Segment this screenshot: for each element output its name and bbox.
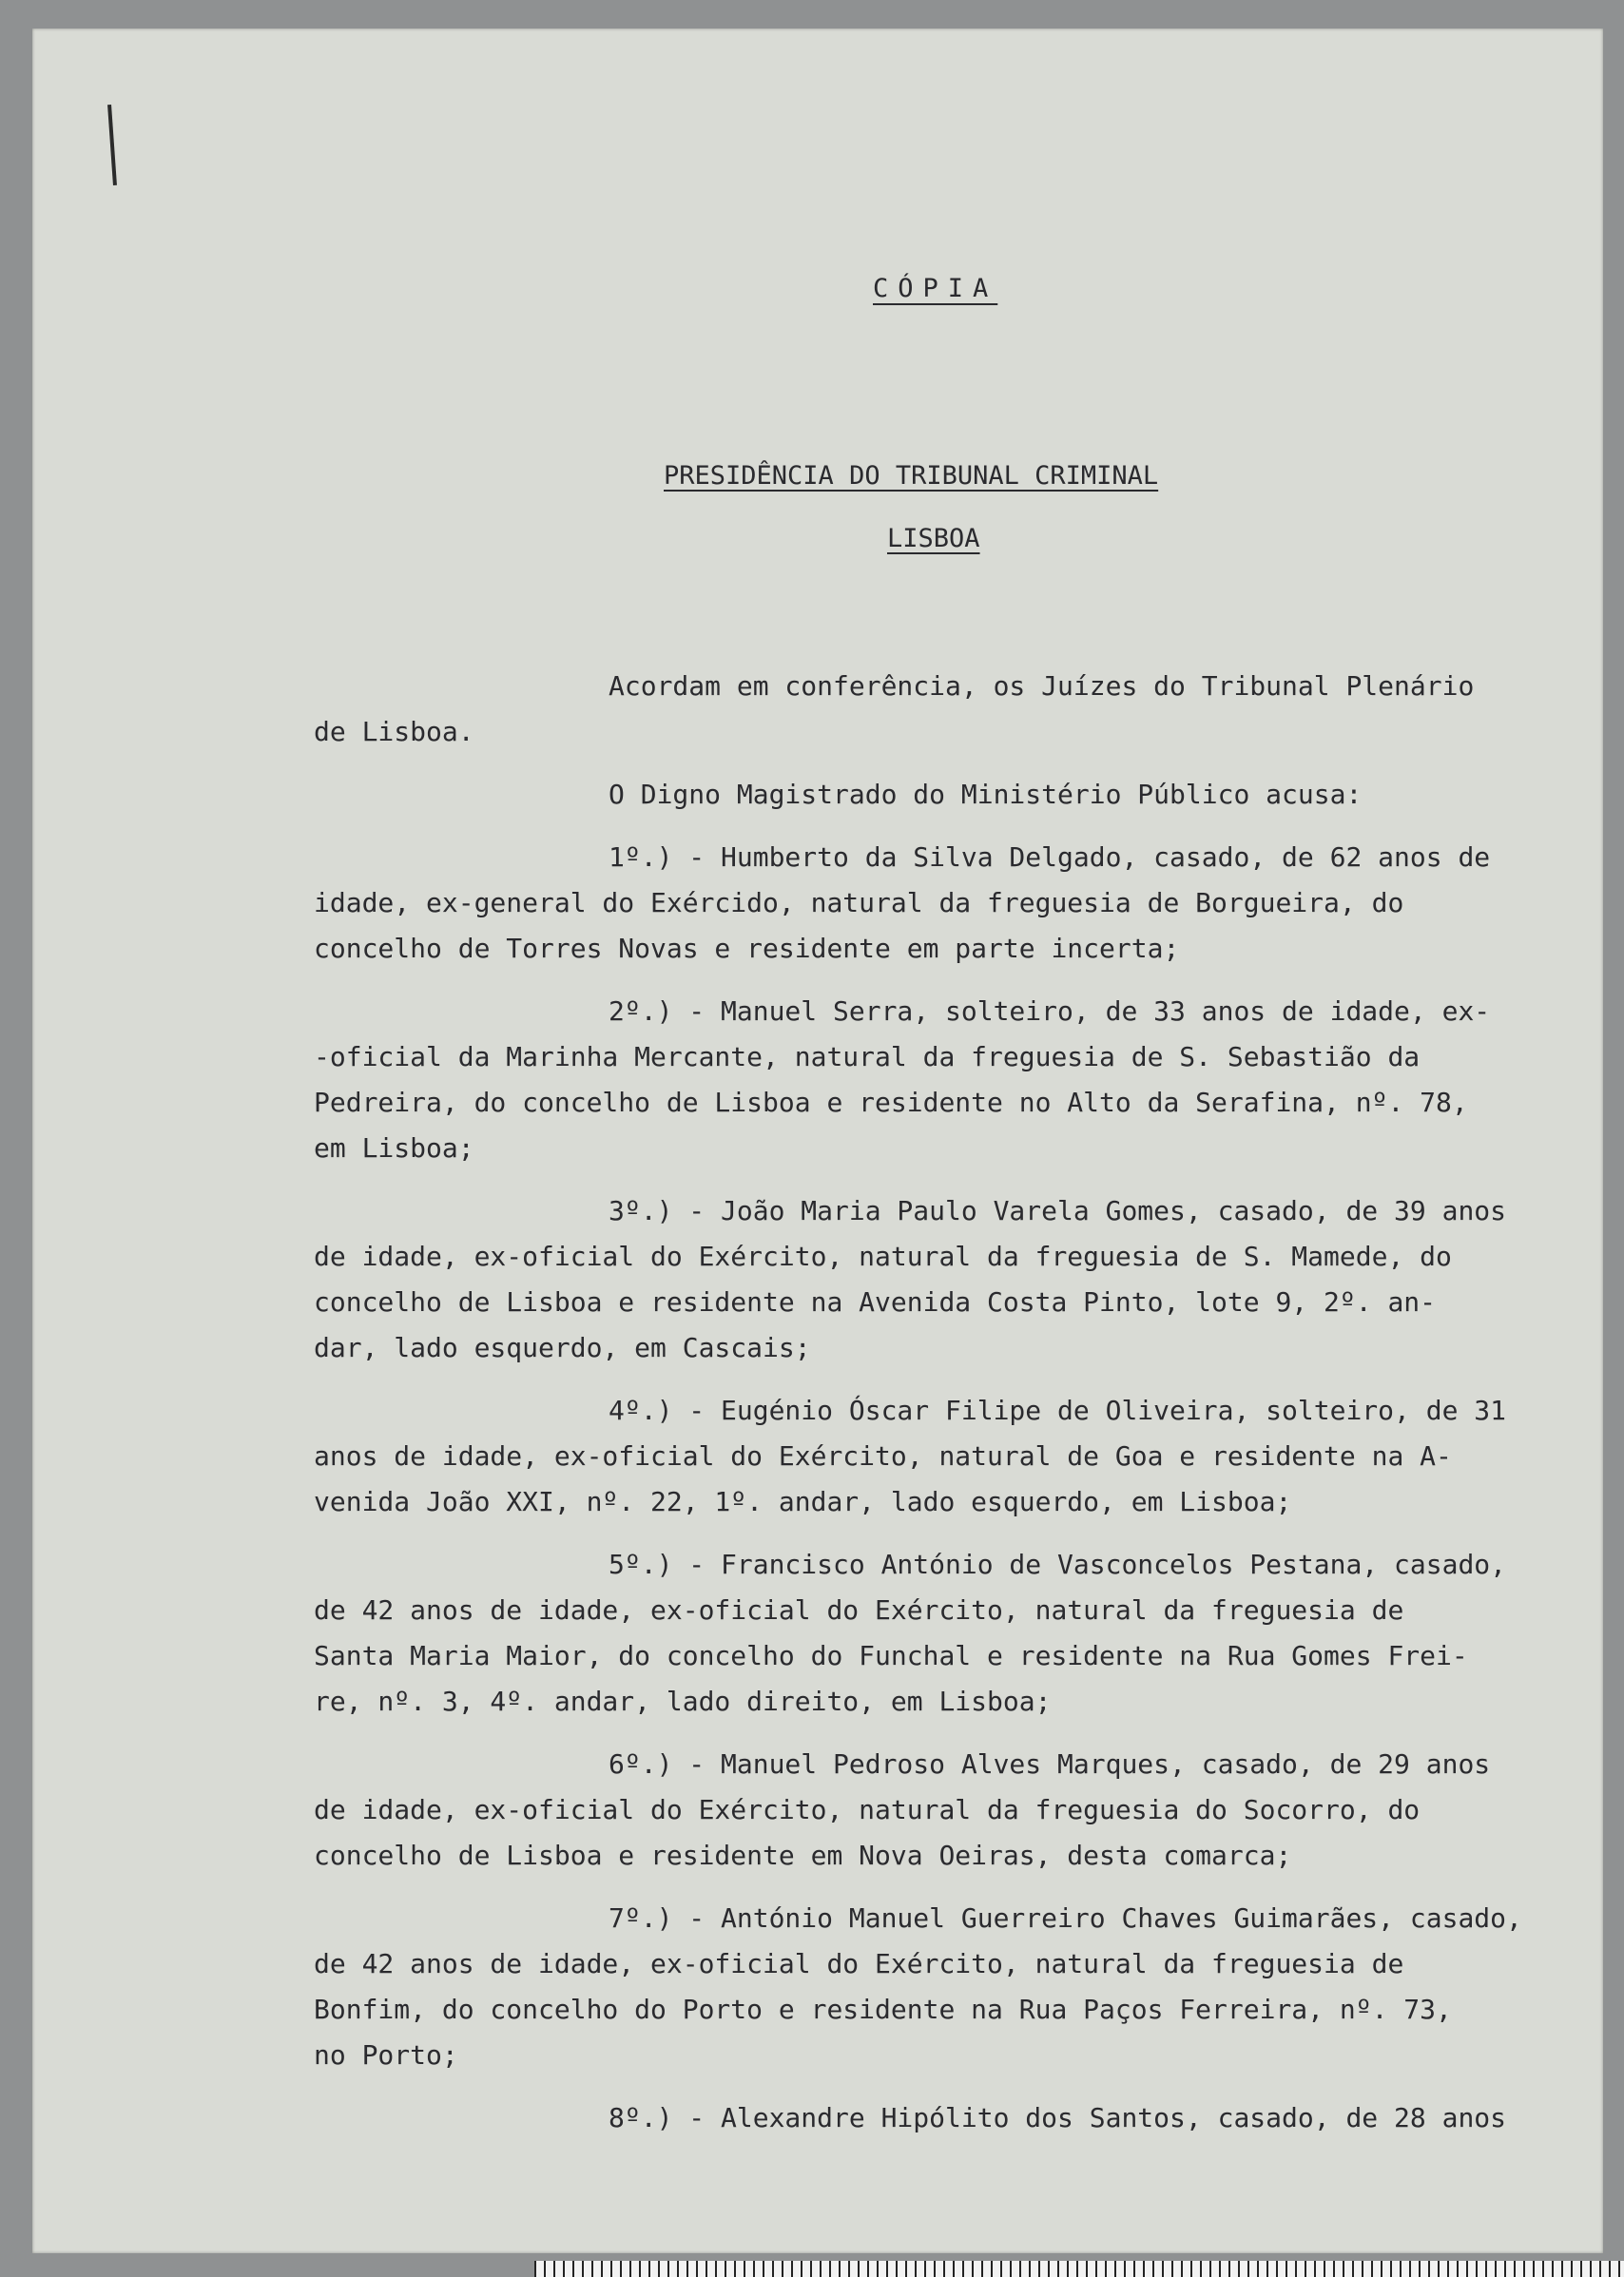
entry-line: 7º.) - António Manuel Guerreiro Chaves Guimarães, casado, (609, 1902, 1522, 1934)
entry-line: anos de idade, ex-oficial do Exército, natural de Goa e residente na A- (314, 1440, 1452, 1472)
defendant-entry (314, 2095, 1569, 2141)
entry-line: Pedreira, do concelho de Lisboa e residente no Alto da Serafina, nº. 78, (314, 1087, 1468, 1118)
court-heading: PRESIDÊNCIA DO TRIBUNAL CRIMINAL (664, 461, 1159, 491)
defendant-entry (314, 1542, 1569, 1725)
entry-line: 4º.) - Eugénio Óscar Filipe de Oliveira, solteiro, de 31 (609, 1395, 1507, 1426)
entry-line: dar, lado esquerdo, em Cascais; (314, 1332, 811, 1363)
entry-line: Santa Maria Maior, do concelho do Funchal e residente na Rua Gomes Frei- (314, 1640, 1468, 1671)
defendant-entry (314, 1188, 1569, 1371)
ink-mark (107, 105, 117, 185)
opening-line: de Lisboa. (314, 716, 474, 747)
entry-line: idade, ex-general do Exércido, natural da freguesia de Borgueira, do (314, 887, 1404, 918)
entry-line: concelho de Torres Novas e residente em parte incerta; (314, 933, 1180, 964)
entry-line: 5º.) - Francisco António de Vasconcelos Pestana, casado, (609, 1549, 1507, 1580)
document-title: CÓPIA (873, 274, 998, 303)
entry-line: de 42 anos de idade, ex-oficial do Exército, natural da freguesia de (314, 1948, 1404, 1979)
city-heading: LISBOA (887, 524, 980, 553)
defendant-entry (314, 1388, 1569, 1525)
entry-line: de idade, ex-oficial do Exército, natural da freguesia do Socorro, do (314, 1794, 1421, 1825)
entry-line: em Lisboa; (314, 1132, 474, 1164)
defendant-entry (314, 1896, 1569, 2078)
opening-line: Acordam em conferência, os Juízes do Tribunal Plenário (609, 670, 1475, 702)
defendant-entry (314, 989, 1569, 1171)
entry-line: concelho de Lisboa e residente na Avenida Costa Pinto, lote 9, 2º. an- (314, 1286, 1437, 1318)
entry-line: 1º.) - Humberto da Silva Delgado, casado, de 62 anos de (609, 841, 1491, 873)
entry-line: Bonfim, do concelho do Porto e residente na Rua Paços Ferreira, nº. 73, (314, 1994, 1452, 2025)
scale-ruler (534, 2261, 1624, 2277)
entry-line: 3º.) - João Maria Paulo Varela Gomes, casado, de 39 anos (609, 1195, 1507, 1226)
entry-line: 2º.) - Manuel Serra, solteiro, de 33 anos de idade, ex- (609, 995, 1491, 1027)
document-body (314, 664, 1569, 2141)
entry-line: no Porto; (314, 2039, 458, 2071)
entry-line: 6º.) - Manuel Pedroso Alves Marques, casado, de 29 anos (609, 1748, 1491, 1780)
entry-line: venida João XXI, nº. 22, 1º. andar, lado esquerdo, em Lisboa; (314, 1486, 1292, 1517)
entry-line: -oficial da Marinha Mercante, natural da freguesia de S. Sebastião da (314, 1041, 1421, 1072)
entry-line: re, nº. 3, 4º. andar, lado direito, em Lisboa; (314, 1686, 1052, 1717)
entry-line: de 42 anos de idade, ex-oficial do Exército, natural da freguesia de (314, 1594, 1404, 1626)
entry-line: de idade, ex-oficial do Exército, natural da freguesia de S. Mamede, do (314, 1241, 1452, 1272)
defendant-entry (314, 835, 1569, 972)
accusation-line: O Digno Magistrado do Ministério Público acusa: (609, 779, 1363, 810)
defendant-entry (314, 1742, 1569, 1879)
entry-line: 8º.) - Alexandre Hipólito dos Santos, casado, de 28 anos (609, 2102, 1507, 2133)
entry-line: concelho de Lisboa e residente em Nova Oeiras, desta comarca; (314, 1840, 1292, 1871)
document-page (32, 29, 1603, 2253)
